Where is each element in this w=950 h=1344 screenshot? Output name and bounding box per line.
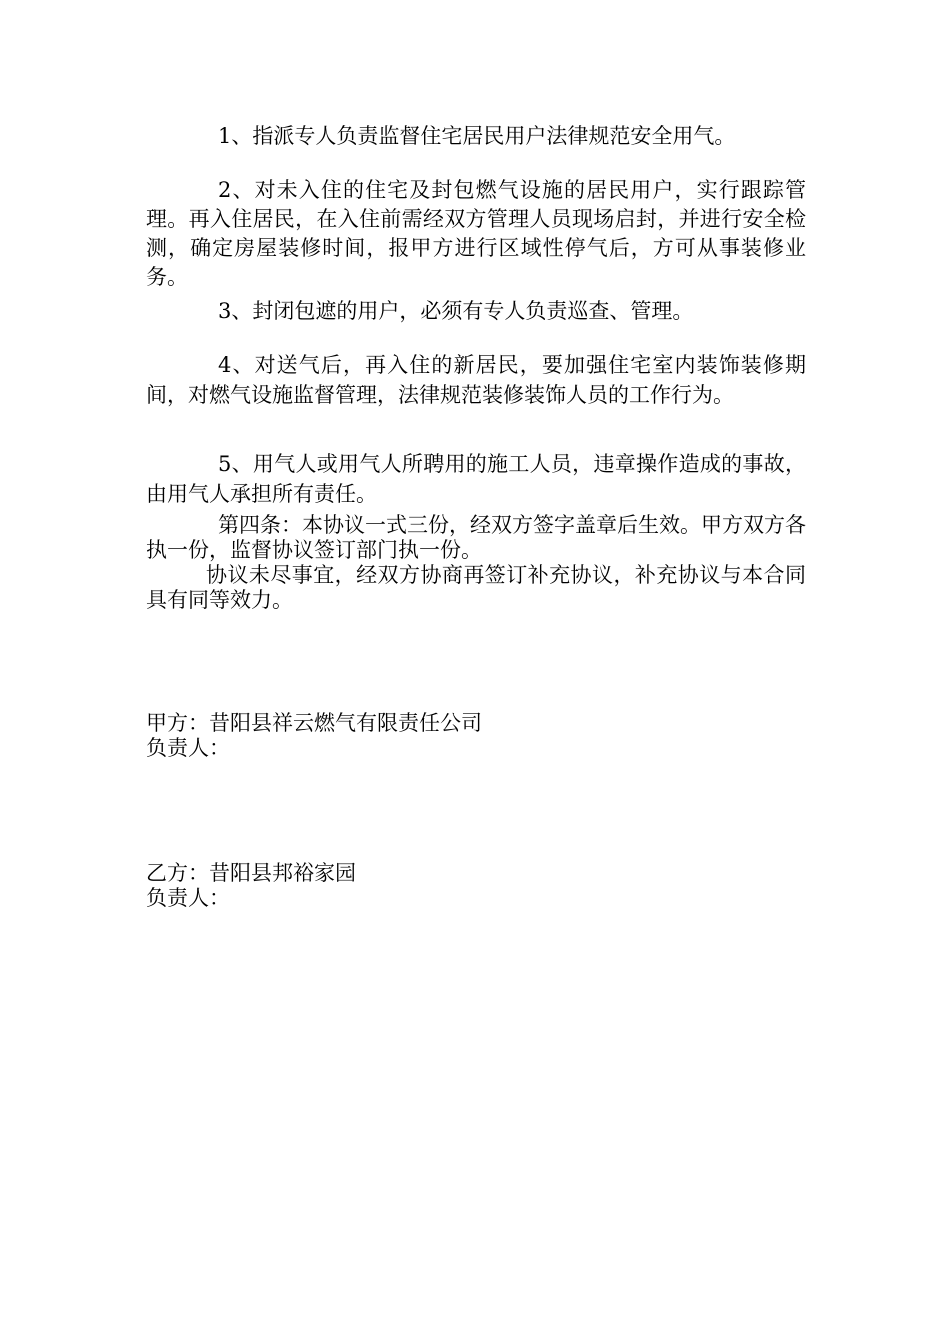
clause-item-3: 3、封闭包遮的用户，必须有专人负责巡查、管理。 <box>218 299 694 323</box>
clause-item-1: 1、指派专人负责监督住宅居民用户法律规范安全用气。 <box>218 124 736 148</box>
party-b-responsible: 负责人： <box>146 886 230 910</box>
clause-item-2: 2、对未入住的住宅及封包燃气设施的居民用户，实行跟踪管理。再入住居民，在入住前需经双方管理人员现场启封，并进行安全检测，确定房屋装修时间，报甲方进行区域性停气后，方可从事装修业务。 <box>146 178 806 289</box>
party-a-responsible: 负责人： <box>146 736 230 760</box>
party-b-name: 乙方：昔阳县邦裕家园 <box>146 861 356 885</box>
supplement-clause: 协议未尽事宜，经双方协商再签订补充协议，补充协议与本合同具有同等效力。 <box>146 563 806 612</box>
party-a-name: 甲方：昔阳县祥云燃气有限责任公司 <box>146 711 482 735</box>
clause-item-4: 4、对送气后，再入住的新居民，要加强住宅室内装饰装修期间，对燃气设施监督管理，法律规范装修装饰人员的工作行为。 <box>146 353 806 407</box>
article-four: 第四条：本协议一式三份，经双方签字盖章后生效。甲方双方各执一份，监督协议签订部门执一份。 <box>146 513 806 562</box>
clause-item-5: 5、用气人或用气人所聘用的施工人员，违章操作造成的事故，由用气人承担所有责任。 <box>146 452 806 506</box>
